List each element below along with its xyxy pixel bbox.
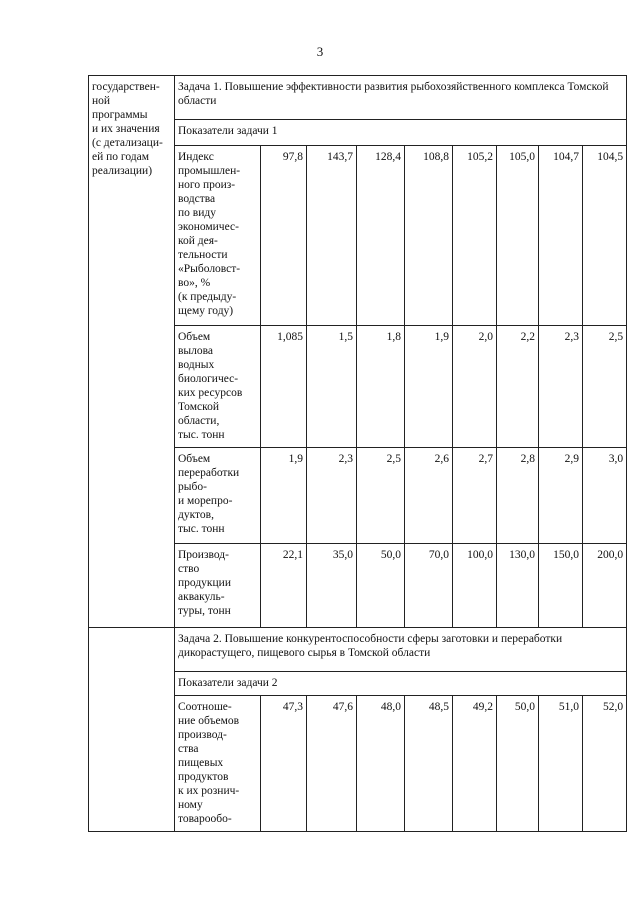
indicator-value: 97,8 — [261, 146, 307, 326]
indicator-value: 104,5 — [583, 146, 627, 326]
indicator-value: 70,0 — [405, 544, 453, 628]
indicator-value: 104,7 — [539, 146, 583, 326]
indicators-heading: Показатели задачи 2 — [175, 672, 627, 696]
indicator-value: 35,0 — [307, 544, 357, 628]
indicators-heading: Показатели задачи 1 — [175, 120, 627, 146]
indicator-value: 47,3 — [261, 696, 307, 832]
indicator-value: 2,6 — [405, 448, 453, 544]
indicator-value: 128,4 — [357, 146, 405, 326]
indicator-value: 2,7 — [453, 448, 497, 544]
indicator-value: 51,0 — [539, 696, 583, 832]
indicators-table — [88, 75, 627, 832]
indicator-value: 2,8 — [497, 448, 539, 544]
indicator-value: 49,2 — [453, 696, 497, 832]
indicator-value: 2,0 — [453, 326, 497, 448]
indicator-value: 1,5 — [307, 326, 357, 448]
task-title: Задача 1. Повышение эффективности развития рыбохозяйственного комплекса Томской области — [175, 76, 627, 120]
indicator-value: 2,2 — [497, 326, 539, 448]
indicator-value: 3,0 — [583, 448, 627, 544]
indicator-value: 2,9 — [539, 448, 583, 544]
indicator-label: Производ- ство продукции аквакуль- туры, тонн — [175, 544, 261, 628]
indicator-value: 105,2 — [453, 146, 497, 326]
indicator-value: 150,0 — [539, 544, 583, 628]
indicator-value: 48,5 — [405, 696, 453, 832]
indicator-value: 2,3 — [307, 448, 357, 544]
indicator-value: 22,1 — [261, 544, 307, 628]
indicator-value: 52,0 — [583, 696, 627, 832]
indicator-label: Объем вылова водных биологичес- ких ресурсов Томской области, тыс. тонн — [175, 326, 261, 448]
indicator-value: 143,7 — [307, 146, 357, 326]
indicator-value: 1,085 — [261, 326, 307, 448]
indicator-value: 2,5 — [583, 326, 627, 448]
task-title-row — [89, 628, 627, 672]
indicator-value: 100,0 — [453, 544, 497, 628]
indicator-label: Индекс промышлен- ного произ- водства по виду экономичес- кой дея- тельности «Рыболовст- во», % (к предыду- щему году) — [175, 146, 261, 326]
indicator-value: 200,0 — [583, 544, 627, 628]
indicator-value: 1,8 — [357, 326, 405, 448]
indicator-value: 50,0 — [497, 696, 539, 832]
indicator-label: Объем переработки рыбо- и морепро- дуктов, тыс. тонн — [175, 448, 261, 544]
left-header-cell: государствен- ной программы и их значения (с детализаци- ей по годам реализации) — [89, 76, 175, 628]
indicator-value: 1,9 — [261, 448, 307, 544]
indicator-value: 47,6 — [307, 696, 357, 832]
indicator-value: 105,0 — [497, 146, 539, 326]
indicator-value: 108,8 — [405, 146, 453, 326]
indicator-value: 50,0 — [357, 544, 405, 628]
indicator-value: 130,0 — [497, 544, 539, 628]
indicator-value: 48,0 — [357, 696, 405, 832]
indicator-value: 2,3 — [539, 326, 583, 448]
task-title: Задача 2. Повышение конкурентоспособности сферы заготовки и переработки дикорастущего, пищевого сырья в Томской области — [175, 628, 627, 672]
indicator-label: Соотноше- ние объемов производ- ства пищевых продуктов к их рознич- ному товарообо- — [175, 696, 261, 832]
indicator-value: 1,9 — [405, 326, 453, 448]
left-empty-cell — [89, 628, 175, 832]
indicator-value: 2,5 — [357, 448, 405, 544]
page-number: 3 — [316, 44, 324, 59]
task-title-row — [89, 76, 627, 120]
